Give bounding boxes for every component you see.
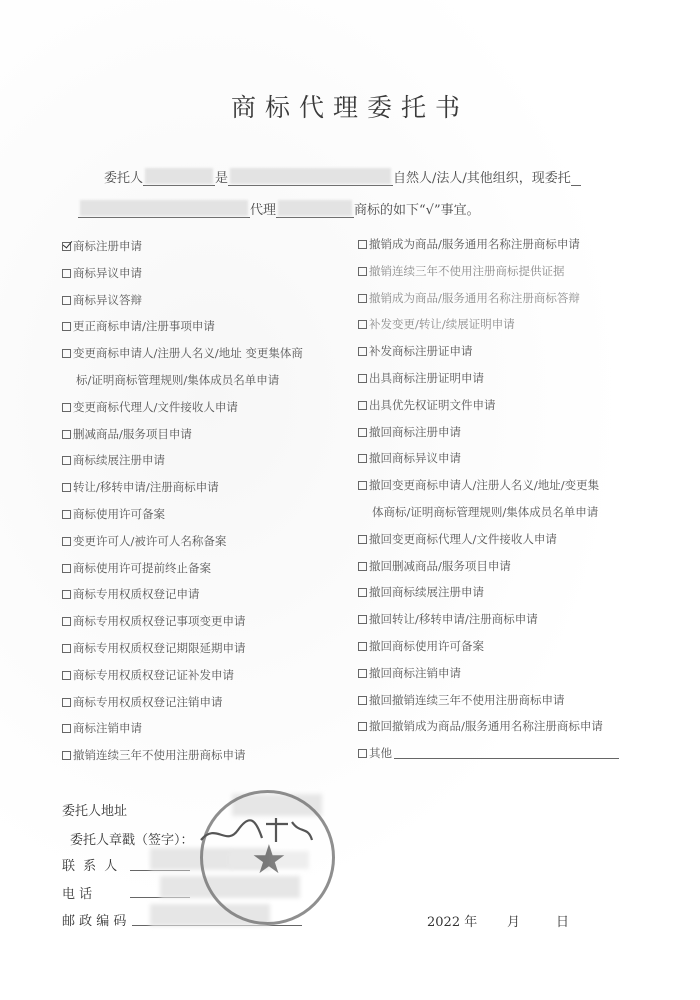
checklist-item[interactable]	[358, 424, 461, 440]
checklist-item-label: 变更商标代理人/文件接收人申请	[73, 399, 238, 414]
checklist-item[interactable]	[62, 533, 226, 549]
checklist-item[interactable]	[62, 640, 246, 656]
checklist-item-label: 撤回转让/移转申请/注册商标申请	[369, 612, 538, 627]
checklist-item-label: 撤回商标注销申请	[369, 665, 461, 680]
checklist-item-label: 商标异议申请	[73, 265, 142, 280]
checklist-item[interactable]	[358, 397, 496, 413]
checklist-item-label: 删减商品/服务项目申请	[73, 426, 192, 441]
checklist-item-continuation	[372, 504, 598, 520]
checkbox[interactable]	[358, 401, 367, 410]
checkbox[interactable]	[358, 347, 367, 356]
checkbox[interactable]	[62, 403, 71, 412]
checklist-item[interactable]	[62, 265, 142, 281]
checkbox[interactable]	[358, 320, 367, 329]
checkbox[interactable]	[62, 590, 71, 599]
checkbox[interactable]	[358, 696, 367, 705]
checkbox[interactable]	[62, 724, 71, 733]
checklist-item[interactable]	[358, 263, 565, 279]
checklist-item[interactable]	[62, 560, 211, 576]
other-input-line[interactable]	[394, 747, 619, 759]
checkbox[interactable]	[62, 510, 71, 519]
checkbox[interactable]	[358, 615, 367, 624]
checkbox[interactable]	[358, 722, 367, 731]
checklist-item-label: 商标专用权质权登记事项变更申请	[73, 614, 246, 629]
postcode-label: 邮 政 编 码	[62, 914, 127, 929]
checkbox[interactable]	[358, 535, 367, 544]
checklist-item[interactable]	[358, 745, 619, 761]
checkbox[interactable]	[62, 269, 71, 278]
checklist-item[interactable]	[62, 586, 200, 602]
checklist-item-label: 商标注册申请	[73, 239, 142, 253]
checklist-item-label: 转让/移转申请/注册商标申请	[73, 480, 219, 495]
checklist-item[interactable]	[62, 613, 246, 629]
checklist-item-continuation	[76, 372, 279, 388]
seal-star-icon: ★	[251, 837, 287, 883]
checklist-item-label: 变更许可人/被许可人名称备案	[73, 533, 227, 548]
checkbox[interactable]	[358, 481, 367, 490]
checklist-item[interactable]	[62, 479, 219, 495]
checklist-item[interactable]	[358, 531, 557, 547]
checklist-item[interactable]	[62, 318, 215, 334]
checkbox[interactable]	[62, 456, 71, 465]
checkbox[interactable]	[62, 483, 71, 492]
checklist-item-label: 商标异议答辩	[73, 292, 142, 307]
matters-label: 商标的如下“√”事宜。	[354, 203, 480, 218]
checklist-item-label: 商标专用权质权登记期限延期申请	[73, 641, 246, 655]
checkbox[interactable]	[62, 349, 71, 358]
checklist-item[interactable]	[358, 692, 565, 708]
checkbox[interactable]	[358, 454, 367, 463]
checklist-item-label: 商标续展注册申请	[73, 453, 165, 468]
checkbox[interactable]	[62, 671, 71, 680]
checklist-item-label: 撤回撤销成为商品/服务通用名称注册商标申请	[369, 719, 603, 734]
checkbox[interactable]	[358, 374, 367, 383]
checklist-item[interactable]	[62, 694, 223, 710]
checkbox[interactable]	[62, 296, 71, 305]
checkbox[interactable]	[62, 564, 71, 573]
checklist-item[interactable]	[62, 720, 142, 736]
checklist-item[interactable]	[62, 452, 165, 468]
checklist-item[interactable]	[62, 292, 142, 308]
client-type-blank	[228, 172, 393, 186]
checklist-item-label: 商标使用许可提前终止备案	[73, 560, 211, 575]
checklist-item[interactable]	[62, 667, 234, 683]
checklist-item[interactable]	[358, 718, 603, 734]
date-year: 2022 年	[427, 915, 478, 930]
checklist-item-label: 撤回商标注册申请	[369, 424, 461, 439]
checkbox[interactable]	[358, 588, 367, 597]
checklist-item[interactable]	[358, 584, 484, 600]
checklist-item-label: 商标专用权质权登记申请	[73, 587, 200, 602]
checkbox[interactable]	[62, 322, 71, 331]
checkbox[interactable]	[358, 642, 367, 651]
checklist-item[interactable]	[358, 290, 580, 306]
checklist-item[interactable]	[358, 450, 461, 466]
checkbox[interactable]	[358, 294, 367, 303]
client-name-blank	[143, 172, 215, 186]
agent-name-blank	[78, 204, 250, 218]
checklist-item-label: 撤回商标异议申请	[369, 451, 461, 466]
checklist-item[interactable]	[358, 316, 515, 332]
checkbox[interactable]	[62, 751, 71, 760]
company-seal	[200, 790, 335, 925]
checkbox[interactable]	[358, 267, 367, 276]
checkbox-checked[interactable]	[62, 242, 71, 251]
checklist-item-label: 出具商标注册证明申请	[369, 371, 484, 385]
checklist-item[interactable]	[358, 236, 580, 252]
is-label: 是	[215, 171, 229, 186]
checklist-item[interactable]	[358, 477, 599, 493]
client-label: 委托人	[104, 171, 144, 186]
contact-label: 联 系 人	[62, 859, 120, 874]
checklist-item-label: 体商标/证明商标管理规则/集体成员名单申请	[372, 505, 599, 519]
checklist-item[interactable]	[358, 370, 484, 386]
checklist-item-label: 撤销连续三年不使用注册商标提供证据	[369, 263, 565, 278]
phone-label: 电 话	[62, 887, 93, 902]
checklist-item-label: 补发变更/转让/续展证明申请	[369, 317, 515, 332]
checklist-item-label: 撤回变更商标代理人/文件接收人申请	[369, 531, 557, 546]
checklist-item[interactable]	[358, 558, 511, 574]
seal-label: 委托人章戳（签字）：	[70, 833, 194, 848]
checklist-item-label: 出具优先权证明文件申请	[369, 397, 496, 412]
trademark-name-blank	[276, 204, 354, 218]
checklist-item-label: 撤回商标续展注册申请	[369, 585, 484, 600]
checklist-item-label: 商标使用许可备案	[73, 507, 165, 521]
checklist-item[interactable]	[358, 611, 538, 627]
checklist-item[interactable]	[62, 238, 142, 254]
intro-line-2	[78, 199, 480, 218]
checklist-item-label: 撤回撤销连续三年不使用注册商标申请	[369, 692, 565, 707]
checklist-item-label: 标/证明商标管理规则/集体成员名单申请	[76, 373, 280, 387]
checkbox[interactable]	[62, 537, 71, 546]
date-month: 月	[507, 915, 521, 930]
checkbox[interactable]	[358, 562, 367, 571]
checklist-item-label: 商标专用权质权登记注销申请	[73, 694, 223, 709]
types-label: 自然人/法人/其他组织，现委托	[393, 171, 571, 186]
intro-line-1	[104, 167, 581, 186]
checklist-item[interactable]	[358, 343, 473, 359]
checklist-item-label: 撤回变更商标申请人/注册人名义/地址/变更集	[369, 478, 600, 493]
checklist-item[interactable]	[62, 399, 238, 415]
checklist-item-label: 商标注销申请	[73, 721, 142, 736]
checklist-item[interactable]	[62, 506, 165, 522]
checklist-item[interactable]	[62, 747, 246, 763]
handwritten-signature	[196, 812, 316, 852]
checkbox[interactable]	[62, 698, 71, 707]
agent-label: 代理	[250, 203, 277, 218]
agent-blank-start	[571, 172, 581, 186]
document-title: 商标代理委托书	[230, 93, 469, 122]
address-label: 委托人地址	[62, 804, 128, 819]
checkbox[interactable]	[358, 240, 367, 249]
checklist-item-label: 更正商标申请/注册事项申请	[73, 319, 215, 334]
checkbox[interactable]	[62, 644, 71, 653]
checkbox[interactable]	[358, 749, 367, 758]
checkbox[interactable]	[62, 430, 71, 439]
checklist-item-label: 撤销连续三年不使用注册商标申请	[73, 748, 246, 763]
contact-line	[130, 870, 190, 871]
checkbox[interactable]	[358, 669, 367, 678]
checklist-item-label: 撤销成为商品/服务通用名称注册商标申请	[369, 237, 580, 251]
checklist-item-label: 变更商标申请人/注册人名义/地址 变更集体商	[73, 346, 303, 361]
checklist-item-label: 撤回商标使用许可备案	[369, 639, 484, 653]
checklist-item-label: 其他	[369, 746, 392, 761]
checkbox[interactable]	[62, 617, 71, 626]
checklist-item-label: 撤销成为商品/服务通用名称注册商标答辩	[369, 290, 580, 305]
checklist-item-label: 商标专用权质权登记证补发申请	[73, 667, 234, 682]
checklist-item[interactable]	[358, 638, 484, 654]
checklist-item-label: 撤回删减商品/服务项目申请	[369, 558, 511, 573]
checklist-item[interactable]	[358, 665, 461, 681]
checklist-item-label: 补发商标注册证申请	[369, 344, 473, 359]
date-day: 日	[556, 915, 570, 930]
checklist-item[interactable]	[62, 345, 303, 361]
checkbox[interactable]	[358, 428, 367, 437]
checklist-item[interactable]	[62, 426, 192, 442]
